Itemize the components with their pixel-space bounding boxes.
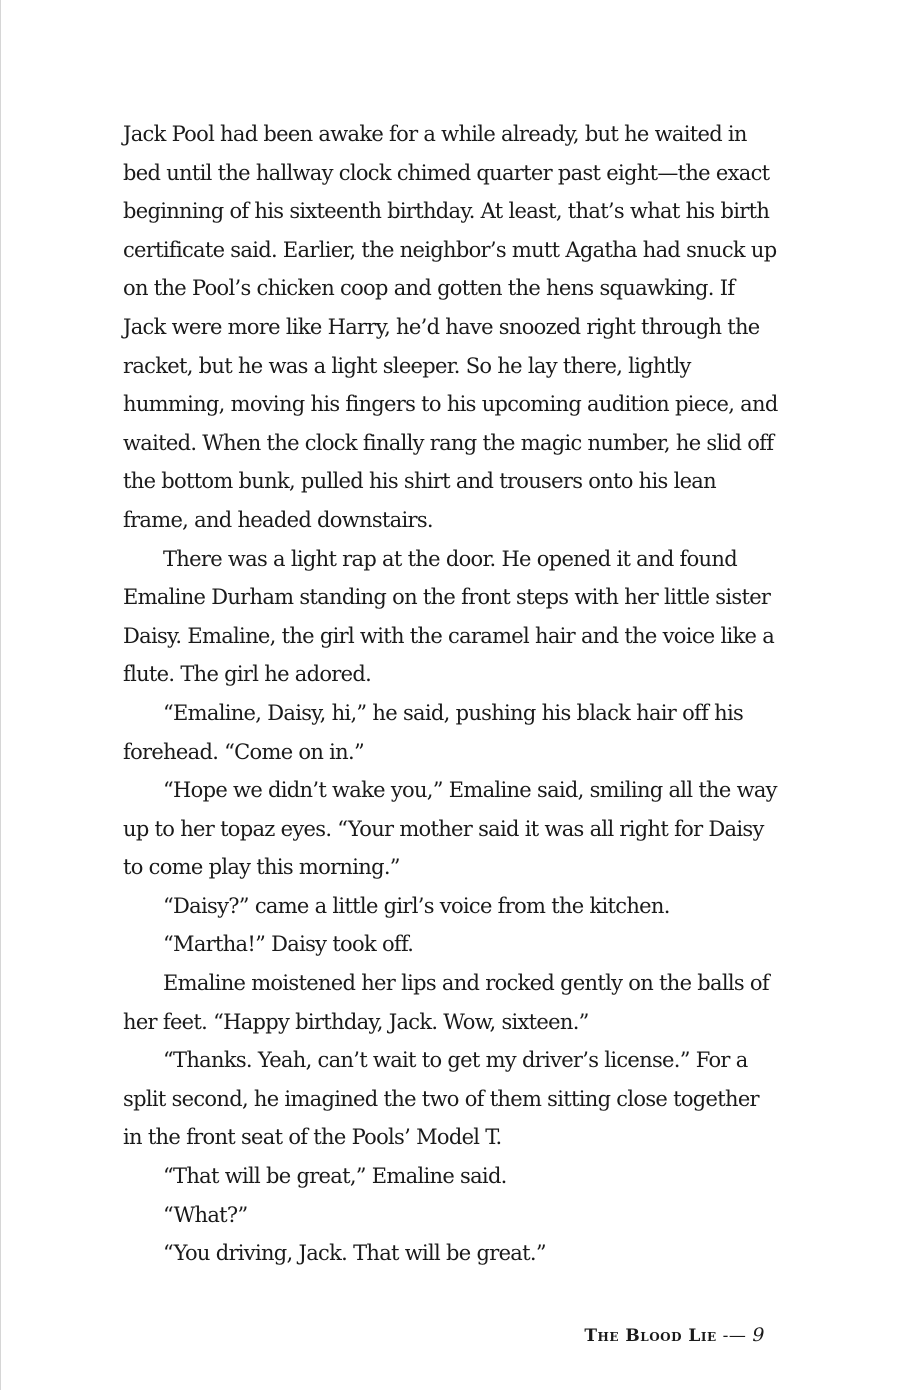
footer-separator: -—	[722, 1326, 747, 1346]
body-text	[123, 115, 783, 1273]
running-head: The Blood Lie	[584, 1326, 717, 1346]
page-number: 9	[752, 1324, 765, 1346]
paragraph-7: Emaline moistened her lips and rocked gently on the balls of her feet. “Happy birthday, Jack. Wow, sixteen.”	[123, 971, 769, 1034]
paragraph-3: “Emaline, Daisy, hi,” he said, pushing his black hair off his forehead. “Come on in.”	[123, 700, 744, 764]
paragraph-2: There was a light rap at the door. He opened it and found Emaline Durham standing on the front steps with her little sister Daisy. Emaline, the girl with the caramel hair and the voice like a flute. The girl he adored.	[123, 546, 775, 687]
paragraph-4: “Hope we didn’t wake you,” Emaline said, smiling all the way up to her topaz eyes. “Your mother said it was all right for Daisy to come play this morning.”	[123, 778, 777, 880]
paragraph-9: “That will be great,” Emaline said.	[163, 1164, 507, 1189]
paragraph-1: Jack Pool had been awake for a while already, but he waited in bed until the hallway clock chimed quarter past eight—the exact beginning of his sixteenth birthday. At least, that’s what his birth certificate said. Earlier, the neighbor’s mutt Agatha had snuck up on the Pool’s chicken coop and gotten the hens squawking. If Jack were more like Harry, he’d have snoozed right through the racket, but he was a light sleeper. So he lay there, lightly humming, moving his fingers to his upcoming audition piece, and waited. When the clock finally rang the magic number, he slid off the bottom bunk, pulled his shirt and trousers onto his lean frame, and headed downstairs.	[123, 122, 778, 532]
paragraph-8: “Thanks. Yeah, can’t wait to get my driver’s license.” For a split second, he imagined the two of them sitting close together in the front seat of the Pools’ Model T.	[123, 1048, 759, 1150]
paragraph-11: “You driving, Jack. That will be great.”	[163, 1241, 546, 1266]
paragraph-5: “Daisy?” came a little girl’s voice from the kitchen.	[163, 893, 670, 918]
paragraph-6: “Martha!” Daisy took off.	[163, 932, 414, 957]
page-footer	[584, 1324, 765, 1346]
paragraph-10: “What?”	[163, 1202, 248, 1227]
